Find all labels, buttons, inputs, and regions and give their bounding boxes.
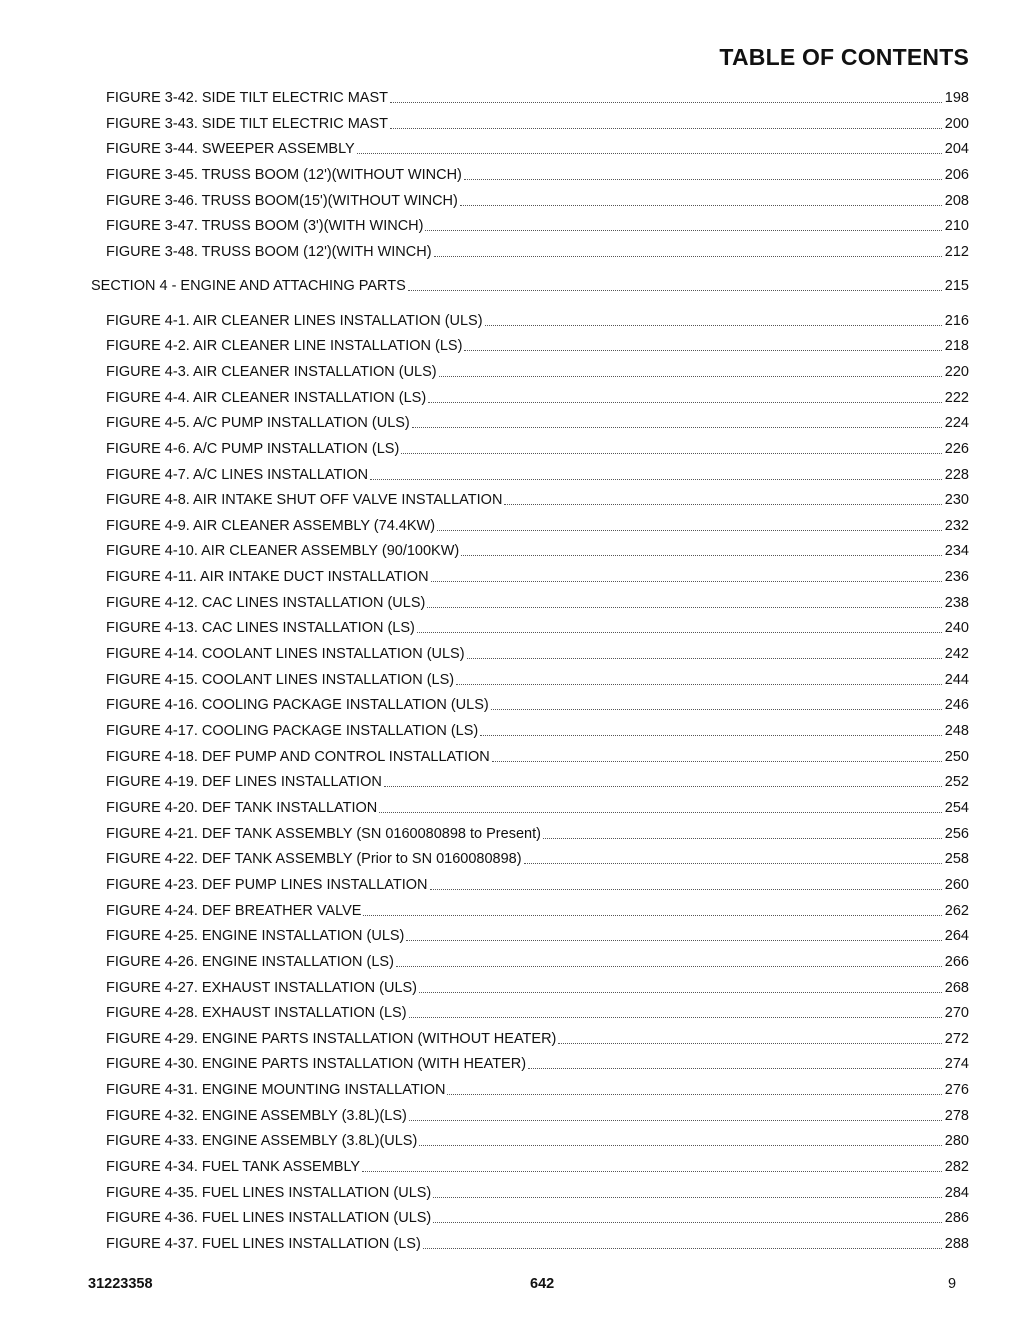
dot-leader <box>396 966 942 967</box>
toc-entry-label: FIGURE 4-29. ENGINE PARTS INSTALLATION (WITHOUT HEATER) <box>106 1030 557 1047</box>
toc-figure-entry[interactable] <box>106 1208 969 1228</box>
dot-leader <box>447 1094 941 1095</box>
toc-entry-page: 268 <box>944 979 969 996</box>
toc-entry-page: 244 <box>944 671 969 688</box>
toc-figure-entry[interactable] <box>106 1080 969 1100</box>
toc-entry-label: FIGURE 4-34. FUEL TANK ASSEMBLY <box>106 1159 361 1175</box>
dot-leader <box>406 940 941 941</box>
dot-leader <box>433 1197 942 1198</box>
toc-entry-page: 238 <box>944 594 969 611</box>
toc-figure-entry[interactable] <box>106 516 969 536</box>
dot-leader <box>384 786 942 787</box>
toc-figure-entry[interactable] <box>106 541 969 561</box>
toc-entry-page: 224 <box>944 415 969 432</box>
dot-leader <box>390 128 942 129</box>
toc-figure-entry[interactable] <box>106 952 969 972</box>
toc-entry-page: 230 <box>944 492 969 509</box>
toc-entry-label: FIGURE 4-18. DEF PUMP AND CONTROL INSTALLATION <box>106 748 490 765</box>
toc-entry-page: 250 <box>944 748 969 765</box>
dot-leader <box>437 530 942 531</box>
dot-leader <box>528 1068 942 1069</box>
toc-entry-label: FIGURE 4-26. ENGINE INSTALLATION (LS) <box>106 953 394 970</box>
toc-figure-entry[interactable] <box>106 216 969 236</box>
toc-entry-page: 208 <box>944 192 969 209</box>
dot-leader <box>492 761 942 762</box>
toc-entry-label: FIGURE 3-45. TRUSS BOOM (12')(WITHOUT WINCH) <box>106 166 462 183</box>
toc-entry-page: 284 <box>944 1184 969 1201</box>
toc-figure-entry[interactable] <box>106 901 969 921</box>
toc-figure-entry[interactable] <box>106 926 969 946</box>
toc-figure-entry[interactable] <box>106 114 969 134</box>
dot-leader <box>390 102 942 103</box>
toc-entry-page: 266 <box>944 953 969 970</box>
toc-entry-page: 256 <box>944 825 969 842</box>
dot-leader <box>417 632 942 633</box>
toc-entry-label: FIGURE 4-27. EXHAUST INSTALLATION (ULS) <box>106 979 418 996</box>
toc-entry-label: FIGURE 4-23. DEF PUMP LINES INSTALLATION <box>106 876 428 893</box>
toc-entry-label: FIGURE 4-36. FUEL LINES INSTALLATION (ULS) <box>106 1210 432 1227</box>
toc-figure-entry[interactable] <box>106 1234 969 1254</box>
toc-entry-page: 232 <box>944 517 969 534</box>
toc-entry-label: FIGURE 4-24. DEF BREATHER VALVE <box>106 902 362 919</box>
toc-entry-label: FIGURE 4-9. AIR CLEANER ASSEMBLY (74.4KW) <box>106 517 436 534</box>
toc-figure-entry[interactable] <box>106 695 969 715</box>
dot-leader <box>428 402 942 403</box>
toc-entry-label: FIGURE 4-19. DEF LINES INSTALLATION <box>106 774 382 791</box>
toc-entry-page: 240 <box>944 620 969 637</box>
toc-figure-entry[interactable] <box>106 875 969 895</box>
toc-entry-page: 260 <box>944 876 969 893</box>
toc-entry-page: 274 <box>944 1056 969 1073</box>
toc-entry-page: 226 <box>944 440 969 457</box>
toc-entry-label: FIGURE 4-30. ENGINE PARTS INSTALLATION (WITH HEATER) <box>106 1056 527 1073</box>
toc-figure-entry[interactable] <box>106 311 969 331</box>
toc-figure-entry[interactable] <box>106 1157 969 1177</box>
toc-entry-label: FIGURE 4-15. COOLANT LINES INSTALLATION (LS) <box>106 671 455 688</box>
toc-entry-label: FIGURE 3-47. TRUSS BOOM (3')(WITH WINCH) <box>106 218 424 235</box>
dot-leader <box>431 581 942 582</box>
dot-leader <box>363 915 941 916</box>
dot-leader <box>430 889 942 890</box>
toc-entry-label: FIGURE 4-7. A/C LINES INSTALLATION <box>106 466 369 483</box>
toc-entry-page: 246 <box>944 697 969 714</box>
dot-leader <box>362 1171 942 1172</box>
toc-entry-page: 276 <box>944 1082 969 1099</box>
toc-entry-label: FIGURE 4-37. FUEL LINES INSTALLATION (LS) <box>106 1236 421 1252</box>
toc-entry-label: FIGURE 4-21. DEF TANK ASSEMBLY (SN 0160080898 to Present) <box>106 825 541 842</box>
dot-leader <box>425 230 941 231</box>
toc-figure-entry[interactable] <box>106 465 969 485</box>
toc-figure-entry[interactable] <box>106 824 969 844</box>
toc-entry-page: 234 <box>944 543 969 560</box>
dot-leader <box>379 812 942 813</box>
toc-entry-label: FIGURE 4-10. AIR CLEANER ASSEMBLY (90/100KW) <box>106 543 460 560</box>
toc-figure-entry[interactable] <box>106 191 969 211</box>
dot-leader <box>485 325 942 326</box>
toc-entry-label: FIGURE 4-16. COOLING PACKAGE INSTALLATION (ULS) <box>106 697 489 714</box>
toc-entry-label: FIGURE 4-35. FUEL LINES INSTALLATION (ULS) <box>106 1184 432 1201</box>
dot-leader <box>464 350 941 351</box>
toc-entry-page: 242 <box>944 646 969 662</box>
toc-entry-page: 206 <box>944 166 969 183</box>
toc-entry-label: FIGURE 4-1. AIR CLEANER LINES INSTALLATION (ULS) <box>106 312 483 329</box>
toc-figure-entry[interactable] <box>106 618 969 638</box>
toc-figure-entry[interactable] <box>106 388 969 408</box>
toc-entry-label: FIGURE 3-48. TRUSS BOOM (12')(WITH WINCH) <box>106 243 432 260</box>
toc-entry-page: 280 <box>944 1133 969 1150</box>
toc-entry-label: FIGURE 4-28. EXHAUST INSTALLATION (LS) <box>106 1005 407 1022</box>
toc-figure-entry[interactable] <box>106 242 969 262</box>
toc-figure-entry[interactable] <box>106 1054 969 1074</box>
dot-leader <box>558 1043 941 1044</box>
toc-entry-page: 252 <box>944 774 969 791</box>
toc-figure-entry[interactable] <box>106 849 969 869</box>
dot-leader <box>409 1120 942 1121</box>
toc-entry-label: FIGURE 4-25. ENGINE INSTALLATION (ULS) <box>106 928 405 945</box>
toc-figure-entry[interactable] <box>106 1003 969 1023</box>
toc-entry-page: 216 <box>944 312 969 329</box>
toc-entry-page: 282 <box>944 1159 969 1175</box>
toc-entry-label: FIGURE 4-2. AIR CLEANER LINE INSTALLATION (LS) <box>106 338 463 355</box>
toc-figure-entry[interactable] <box>106 747 969 767</box>
footer-doc-number: 31223358 <box>88 1276 153 1292</box>
toc-entry-label: FIGURE 4-12. CAC LINES INSTALLATION (ULS) <box>106 594 426 611</box>
toc-figure-entry[interactable] <box>106 362 969 382</box>
toc-entry-label: FIGURE 4-8. AIR INTAKE SHUT OFF VALVE INSTALLATION <box>106 492 503 509</box>
footer-page-number: 9 <box>948 1276 957 1292</box>
dot-leader <box>456 684 942 685</box>
toc-figure-entry[interactable] <box>106 670 969 690</box>
dot-leader <box>461 555 942 556</box>
dot-leader <box>524 863 942 864</box>
toc-figure-entry[interactable] <box>106 1131 969 1151</box>
toc-figure-entry[interactable] <box>106 798 969 818</box>
toc-section-entry[interactable] <box>91 276 969 296</box>
toc-figure-entry[interactable] <box>106 413 969 433</box>
dot-leader <box>419 1145 941 1146</box>
toc-entry-page: 270 <box>944 1005 969 1022</box>
toc-entry-label: FIGURE 4-6. A/C PUMP INSTALLATION (LS) <box>106 440 400 457</box>
toc-entry-page: 248 <box>944 723 969 739</box>
toc-figure-entry[interactable] <box>106 772 969 792</box>
dot-leader <box>467 658 942 659</box>
dot-leader <box>409 1017 942 1018</box>
toc-figure-entry[interactable] <box>106 88 969 108</box>
dot-leader <box>439 376 942 377</box>
toc-entry-page: 198 <box>944 90 969 106</box>
dot-leader <box>427 607 941 608</box>
toc-entry-label: FIGURE 3-43. SIDE TILT ELECTRIC MAST <box>106 115 389 132</box>
toc-entry-label: FIGURE 4-14. COOLANT LINES INSTALLATION (ULS) <box>106 646 465 662</box>
toc-entry-page: 288 <box>944 1236 969 1252</box>
toc-entry-page: 262 <box>944 902 969 919</box>
toc-entry-label: FIGURE 4-4. AIR CLEANER INSTALLATION (LS) <box>106 389 427 406</box>
toc-entry-page: 200 <box>944 115 969 132</box>
toc-entry-label: FIGURE 4-31. ENGINE MOUNTING INSTALLATION <box>106 1082 446 1099</box>
dot-leader <box>491 709 942 710</box>
toc-entry-page: 228 <box>944 466 969 483</box>
dot-leader <box>423 1248 942 1249</box>
dot-leader <box>480 735 942 736</box>
toc-figure-entry[interactable] <box>106 644 969 664</box>
toc-figure-entry[interactable] <box>106 439 969 459</box>
toc-entry-page: 286 <box>944 1210 969 1227</box>
toc-entry-label: SECTION 4 - ENGINE AND ATTACHING PARTS <box>91 278 406 295</box>
toc-entry-label: FIGURE 4-22. DEF TANK ASSEMBLY (Prior to SN 0160080898) <box>106 851 522 868</box>
toc-figure-entry[interactable] <box>106 721 969 741</box>
dot-leader <box>434 256 942 257</box>
toc-entry-label: FIGURE 4-13. CAC LINES INSTALLATION (LS) <box>106 620 415 637</box>
toc-entry-label: FIGURE 3-44. SWEEPER ASSEMBLY <box>106 141 355 158</box>
toc-entry-page: 215 <box>944 278 969 295</box>
dot-leader <box>419 992 942 993</box>
toc-figure-entry[interactable] <box>106 593 969 613</box>
toc-entry-page: 220 <box>944 363 969 380</box>
toc-figure-entry[interactable] <box>106 139 969 159</box>
dot-leader <box>401 453 942 454</box>
toc-entry-label: FIGURE 4-5. A/C PUMP INSTALLATION (ULS) <box>106 415 410 432</box>
toc-entry-page: 204 <box>944 141 969 158</box>
toc-figure-entry[interactable] <box>106 1106 969 1126</box>
footer-center-number: 642 <box>530 1276 555 1292</box>
toc-figure-entry[interactable] <box>106 1183 969 1203</box>
toc-entry-label: FIGURE 3-46. TRUSS BOOM(15')(WITHOUT WINCH) <box>106 192 458 209</box>
toc-entry-page: 264 <box>944 928 969 945</box>
toc-entry-page: 210 <box>944 218 969 235</box>
toc-entry-page: 222 <box>944 389 969 406</box>
toc-entry-label: FIGURE 4-17. COOLING PACKAGE INSTALLATION (LS) <box>106 723 479 739</box>
page-title: TABLE OF CONTENTS <box>719 44 969 70</box>
dot-leader <box>357 153 942 154</box>
toc-figure-entry[interactable] <box>106 978 969 998</box>
toc-figure-entry[interactable] <box>106 490 969 510</box>
toc-entry-page: 278 <box>944 1107 969 1124</box>
toc-entry-label: FIGURE 4-33. ENGINE ASSEMBLY (3.8L)(ULS) <box>106 1133 418 1150</box>
toc-entry-page: 218 <box>944 338 969 355</box>
toc-figure-entry[interactable] <box>106 567 969 587</box>
toc-entry-page: 212 <box>944 243 969 260</box>
toc-figure-entry[interactable] <box>106 165 969 185</box>
dot-leader <box>433 1222 942 1223</box>
dot-leader <box>543 838 942 839</box>
dot-leader <box>504 504 941 505</box>
toc-entry-label: FIGURE 4-11. AIR INTAKE DUCT INSTALLATION <box>106 569 429 586</box>
toc-entry-page: 236 <box>944 569 969 586</box>
toc-entry-page: 258 <box>944 851 969 868</box>
dot-leader <box>460 205 942 206</box>
toc-entry-page: 254 <box>944 799 969 816</box>
toc-entry-label: FIGURE 4-32. ENGINE ASSEMBLY (3.8L)(LS) <box>106 1107 407 1124</box>
toc-entry-label: FIGURE 4-20. DEF TANK INSTALLATION <box>106 799 378 816</box>
toc-entry-label: FIGURE 3-42. SIDE TILT ELECTRIC MAST <box>106 90 389 106</box>
dot-leader <box>408 290 942 291</box>
toc-figure-entry[interactable] <box>106 336 969 356</box>
dot-leader <box>370 479 942 480</box>
toc-figure-entry[interactable] <box>106 1029 969 1049</box>
dot-leader <box>464 179 942 180</box>
toc-entry-page: 272 <box>944 1030 969 1047</box>
toc-entry-label: FIGURE 4-3. AIR CLEANER INSTALLATION (ULS) <box>106 363 437 380</box>
dot-leader <box>412 427 942 428</box>
